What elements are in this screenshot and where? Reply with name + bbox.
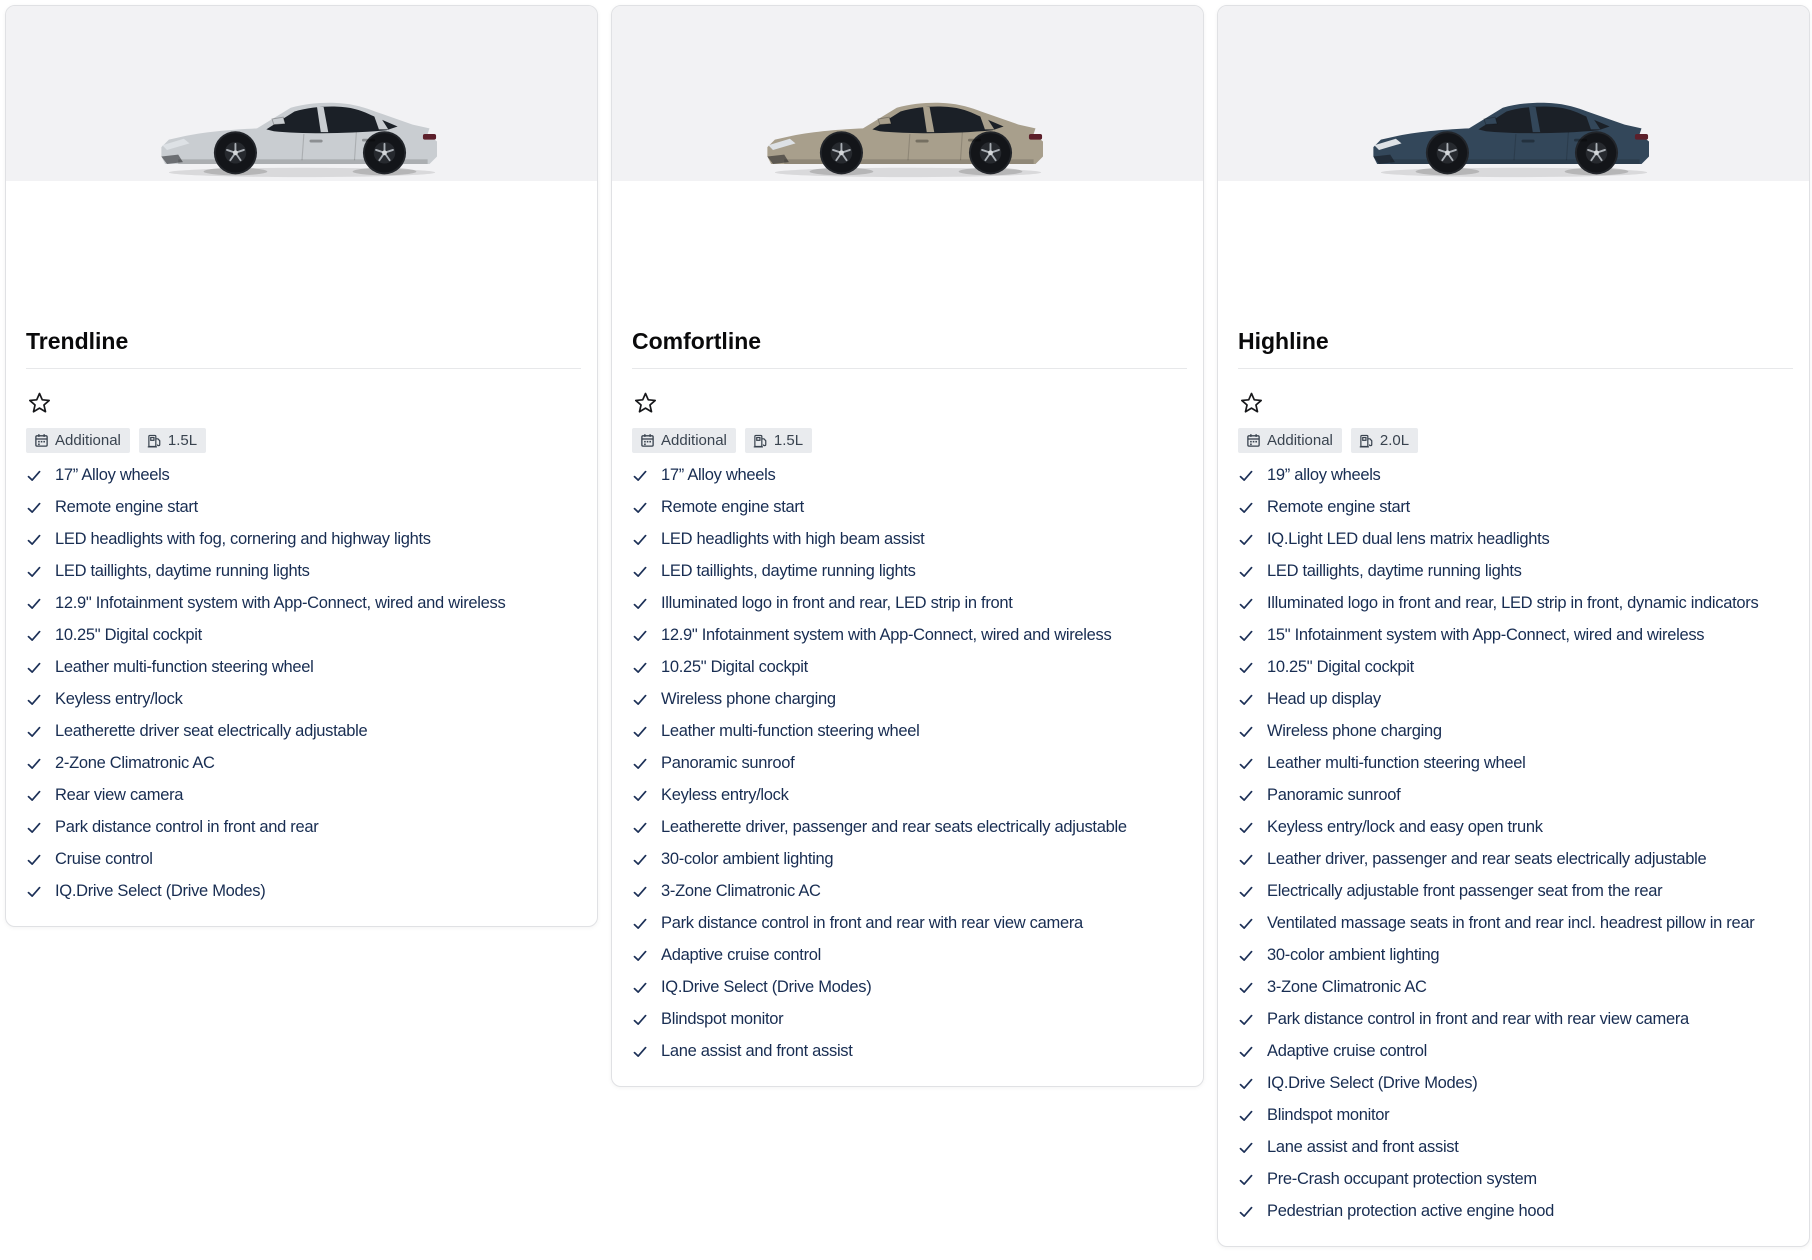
feature-item xyxy=(1238,563,1793,580)
feature-label: Panoramic sunroof xyxy=(1267,786,1401,804)
check-icon xyxy=(26,724,42,740)
check-icon xyxy=(1238,468,1254,484)
feature-item xyxy=(1238,915,1793,932)
favorite-star-button[interactable] xyxy=(1238,390,1265,417)
check-icon xyxy=(26,756,42,772)
feature-label: Park distance control in front and rear with rear view camera xyxy=(1267,1010,1689,1028)
check-icon xyxy=(26,692,42,708)
feature-label: Leatherette driver seat electrically adjustable xyxy=(55,722,368,740)
feature-item xyxy=(1238,531,1793,548)
trim-title: Trendline xyxy=(26,328,129,354)
divider xyxy=(1238,368,1793,369)
feature-label: LED taillights, daytime running lights xyxy=(1267,562,1522,580)
feature-item xyxy=(26,723,581,740)
check-icon xyxy=(1238,500,1254,516)
check-icon xyxy=(26,820,42,836)
check-icon xyxy=(1238,852,1254,868)
feature-item xyxy=(632,1011,1187,1028)
feature-label: Leather multi-function steering wheel xyxy=(55,658,314,676)
feature-label: Rear view camera xyxy=(55,786,184,804)
trim-card[interactable] xyxy=(611,5,1204,1087)
feature-label: Pre-Crash occupant protection system xyxy=(1267,1170,1537,1188)
feature-label: Leather multi-function steering wheel xyxy=(661,722,920,740)
feature-label: Leather driver, passenger and rear seats electrically adjustable xyxy=(1267,850,1707,868)
feature-item xyxy=(1238,691,1793,708)
feature-item xyxy=(632,723,1187,740)
feature-item xyxy=(1238,787,1793,804)
feature-label: Lane assist and front assist xyxy=(1267,1138,1459,1156)
feature-label: 30-color ambient lighting xyxy=(661,850,834,868)
feature-item xyxy=(1238,755,1793,772)
check-icon xyxy=(632,468,648,484)
feature-label: Keyless entry/lock and easy open trunk xyxy=(1267,818,1543,836)
car-image xyxy=(1218,6,1809,181)
trim-title: Comfortline xyxy=(632,328,762,354)
feature-label: Leather multi-function steering wheel xyxy=(1267,754,1526,772)
divider xyxy=(26,368,581,369)
check-icon xyxy=(632,532,648,548)
feature-label: Adaptive cruise control xyxy=(661,946,822,964)
feature-item xyxy=(1238,1075,1793,1092)
check-icon xyxy=(26,596,42,612)
feature-item xyxy=(1238,1203,1793,1220)
feature-label: Remote engine start xyxy=(1267,498,1410,516)
feature-label: 17” Alloy wheels xyxy=(55,466,170,484)
feature-item xyxy=(1238,1171,1793,1188)
check-icon xyxy=(26,788,42,804)
check-icon xyxy=(632,788,648,804)
feature-label: LED taillights, daytime running lights xyxy=(55,562,310,580)
check-icon xyxy=(1238,628,1254,644)
check-icon xyxy=(632,820,648,836)
favorite-star-button[interactable] xyxy=(26,390,53,417)
trim-card[interactable] xyxy=(5,5,598,927)
feature-item xyxy=(1238,1043,1793,1060)
feature-item xyxy=(1238,723,1793,740)
car-image xyxy=(612,6,1203,181)
feature-label: Park distance control in front and rear with rear view camera xyxy=(661,914,1083,932)
feature-item xyxy=(1238,499,1793,516)
feature-item xyxy=(26,883,581,900)
feature-label: 15" Infotainment system with App-Connect, wired and wireless xyxy=(1267,626,1705,644)
feature-label: Illuminated logo in front and rear, LED strip in front xyxy=(661,594,1013,612)
check-icon xyxy=(1238,884,1254,900)
feature-label: 19” alloy wheels xyxy=(1267,466,1381,484)
feature-label: Leatherette driver, passenger and rear seats electrically adjustable xyxy=(661,818,1127,836)
feature-item xyxy=(1238,851,1793,868)
check-icon xyxy=(632,852,648,868)
feature-label: 10.25" Digital cockpit xyxy=(55,626,202,644)
badge-label: Additional xyxy=(1267,432,1333,449)
check-icon xyxy=(632,1012,648,1028)
feature-label: Remote engine start xyxy=(661,498,804,516)
check-icon xyxy=(632,1044,648,1060)
feature-label: 30-color ambient lighting xyxy=(1267,946,1440,964)
feature-label: 3-Zone Climatronic AC xyxy=(661,882,821,900)
feature-item xyxy=(26,787,581,804)
feature-label: Wireless phone charging xyxy=(661,690,836,708)
check-icon xyxy=(632,724,648,740)
check-icon xyxy=(1238,724,1254,740)
feature-item xyxy=(632,883,1187,900)
check-icon xyxy=(1238,916,1254,932)
badge xyxy=(632,428,736,453)
feature-item xyxy=(632,563,1187,580)
check-icon xyxy=(1238,948,1254,964)
feature-label: Keyless entry/lock xyxy=(55,690,183,708)
feature-item xyxy=(26,499,581,516)
check-icon xyxy=(632,692,648,708)
feature-item xyxy=(632,467,1187,484)
feature-item xyxy=(26,595,581,612)
feature-label: Keyless entry/lock xyxy=(661,786,789,804)
check-icon xyxy=(26,852,42,868)
feature-item xyxy=(26,531,581,548)
feature-label: Panoramic sunroof xyxy=(661,754,795,772)
car-illustration xyxy=(152,87,452,181)
feature-item xyxy=(1238,627,1793,644)
feature-label: Cruise control xyxy=(55,850,153,868)
feature-item xyxy=(1238,467,1793,484)
feature-label: 10.25" Digital cockpit xyxy=(1267,658,1414,676)
check-icon xyxy=(1238,980,1254,996)
check-icon xyxy=(1238,1076,1254,1092)
feature-label: 12.9" Infotainment system with App-Connect, wired and wireless xyxy=(661,626,1112,644)
feature-list xyxy=(26,467,581,900)
feature-item xyxy=(632,915,1187,932)
feature-item xyxy=(632,947,1187,964)
feature-item xyxy=(632,851,1187,868)
feature-item xyxy=(26,755,581,772)
fuel-pump-icon xyxy=(1359,433,1374,448)
feature-item xyxy=(632,531,1187,548)
feature-label: Electrically adjustable front passenger seat from the rear xyxy=(1267,882,1663,900)
feature-label: Pedestrian protection active engine hood xyxy=(1267,1202,1555,1220)
feature-label: Remote engine start xyxy=(55,498,198,516)
check-icon xyxy=(26,532,42,548)
trim-card-body xyxy=(1218,327,1809,1246)
fuel-pump-icon xyxy=(753,433,768,448)
feature-item xyxy=(26,659,581,676)
feature-label: 10.25" Digital cockpit xyxy=(661,658,808,676)
badge-label: Additional xyxy=(55,432,121,449)
check-icon xyxy=(632,596,648,612)
trim-card-body xyxy=(612,327,1203,1086)
feature-item xyxy=(1238,819,1793,836)
divider xyxy=(632,368,1187,369)
feature-label: Blindspot monitor xyxy=(1267,1106,1390,1124)
feature-item xyxy=(632,979,1187,996)
feature-item xyxy=(632,755,1187,772)
badge xyxy=(26,428,130,453)
check-icon xyxy=(1238,564,1254,580)
check-icon xyxy=(1238,1012,1254,1028)
feature-item xyxy=(632,627,1187,644)
star-icon xyxy=(26,390,53,417)
feature-list xyxy=(1238,467,1793,1220)
check-icon xyxy=(632,884,648,900)
badge-label: Additional xyxy=(661,432,727,449)
feature-item xyxy=(1238,947,1793,964)
feature-label: LED taillights, daytime running lights xyxy=(661,562,916,580)
check-icon xyxy=(26,884,42,900)
feature-label: LED headlights with high beam assist xyxy=(661,530,925,548)
feature-item xyxy=(1238,1139,1793,1156)
feature-item xyxy=(1238,659,1793,676)
badge-row xyxy=(1238,428,1793,453)
feature-label: Adaptive cruise control xyxy=(1267,1042,1428,1060)
feature-item xyxy=(632,499,1187,516)
check-icon xyxy=(1238,1140,1254,1156)
badge xyxy=(1351,428,1418,453)
feature-label: 2-Zone Climatronic AC xyxy=(55,754,215,772)
car-image xyxy=(6,6,597,181)
star-icon xyxy=(1238,390,1265,417)
feature-item xyxy=(1238,595,1793,612)
check-icon xyxy=(1238,692,1254,708)
feature-item xyxy=(1238,1011,1793,1028)
check-icon xyxy=(1238,788,1254,804)
check-icon xyxy=(1238,820,1254,836)
feature-label: IQ.Light LED dual lens matrix headlights xyxy=(1267,530,1550,548)
check-icon xyxy=(1238,596,1254,612)
favorite-star-button[interactable] xyxy=(632,390,659,417)
check-icon xyxy=(1238,1204,1254,1220)
feature-item xyxy=(632,595,1187,612)
feature-item xyxy=(26,627,581,644)
feature-item xyxy=(1238,883,1793,900)
feature-label: Illuminated logo in front and rear, LED strip in front, dynamic indicators xyxy=(1267,594,1759,612)
feature-label: IQ.Drive Select (Drive Modes) xyxy=(1267,1074,1478,1092)
badge xyxy=(139,428,206,453)
feature-label: Lane assist and front assist xyxy=(661,1042,853,1060)
badge-row xyxy=(632,428,1187,453)
feature-item xyxy=(26,851,581,868)
check-icon xyxy=(632,564,648,580)
feature-label: Head up display xyxy=(1267,690,1381,708)
car-illustration xyxy=(758,87,1058,181)
check-icon xyxy=(632,660,648,676)
feature-label: 12.9" Infotainment system with App-Connect, wired and wireless xyxy=(55,594,506,612)
check-icon xyxy=(26,628,42,644)
feature-label: IQ.Drive Select (Drive Modes) xyxy=(661,978,872,996)
check-icon xyxy=(1238,1172,1254,1188)
badge-row xyxy=(26,428,581,453)
check-icon xyxy=(632,628,648,644)
check-icon xyxy=(632,980,648,996)
trim-card-body xyxy=(6,327,597,926)
car-illustration xyxy=(1364,87,1664,181)
feature-label: 17” Alloy wheels xyxy=(661,466,776,484)
badge xyxy=(745,428,812,453)
check-icon xyxy=(632,948,648,964)
feature-label: Park distance control in front and rear xyxy=(55,818,319,836)
calendar-icon xyxy=(640,433,655,448)
feature-label: IQ.Drive Select (Drive Modes) xyxy=(55,882,266,900)
check-icon xyxy=(1238,756,1254,772)
check-icon xyxy=(632,756,648,772)
badge-label: 1.5L xyxy=(773,432,804,449)
trim-title: Highline xyxy=(1238,328,1329,354)
calendar-icon xyxy=(1246,433,1261,448)
feature-list xyxy=(632,467,1187,1060)
badge-label: 1.5L xyxy=(167,432,198,449)
feature-item xyxy=(632,691,1187,708)
feature-label: 3-Zone Climatronic AC xyxy=(1267,978,1427,996)
feature-item xyxy=(26,467,581,484)
check-icon xyxy=(26,468,42,484)
feature-label: Ventilated massage seats in front and rear incl. headrest pillow in rear xyxy=(1267,914,1755,932)
check-icon xyxy=(26,564,42,580)
check-icon xyxy=(1238,1108,1254,1124)
feature-item xyxy=(1238,979,1793,996)
feature-item xyxy=(632,787,1187,804)
trim-card[interactable] xyxy=(1217,5,1810,1247)
feature-label: Wireless phone charging xyxy=(1267,722,1442,740)
badge xyxy=(1238,428,1342,453)
star-icon xyxy=(632,390,659,417)
feature-label: Blindspot monitor xyxy=(661,1010,784,1028)
check-icon xyxy=(632,500,648,516)
badge-label: 2.0L xyxy=(1379,432,1410,449)
check-icon xyxy=(1238,660,1254,676)
check-icon xyxy=(26,500,42,516)
fuel-pump-icon xyxy=(147,433,162,448)
feature-label: LED headlights with fog, cornering and highway lights xyxy=(55,530,431,548)
check-icon xyxy=(632,916,648,932)
feature-item xyxy=(26,819,581,836)
feature-item xyxy=(1238,1107,1793,1124)
calendar-icon xyxy=(34,433,49,448)
check-icon xyxy=(1238,1044,1254,1060)
check-icon xyxy=(1238,532,1254,548)
feature-item xyxy=(26,563,581,580)
check-icon xyxy=(26,660,42,676)
feature-item xyxy=(632,819,1187,836)
feature-item xyxy=(632,1043,1187,1060)
feature-item xyxy=(632,659,1187,676)
feature-item xyxy=(26,691,581,708)
